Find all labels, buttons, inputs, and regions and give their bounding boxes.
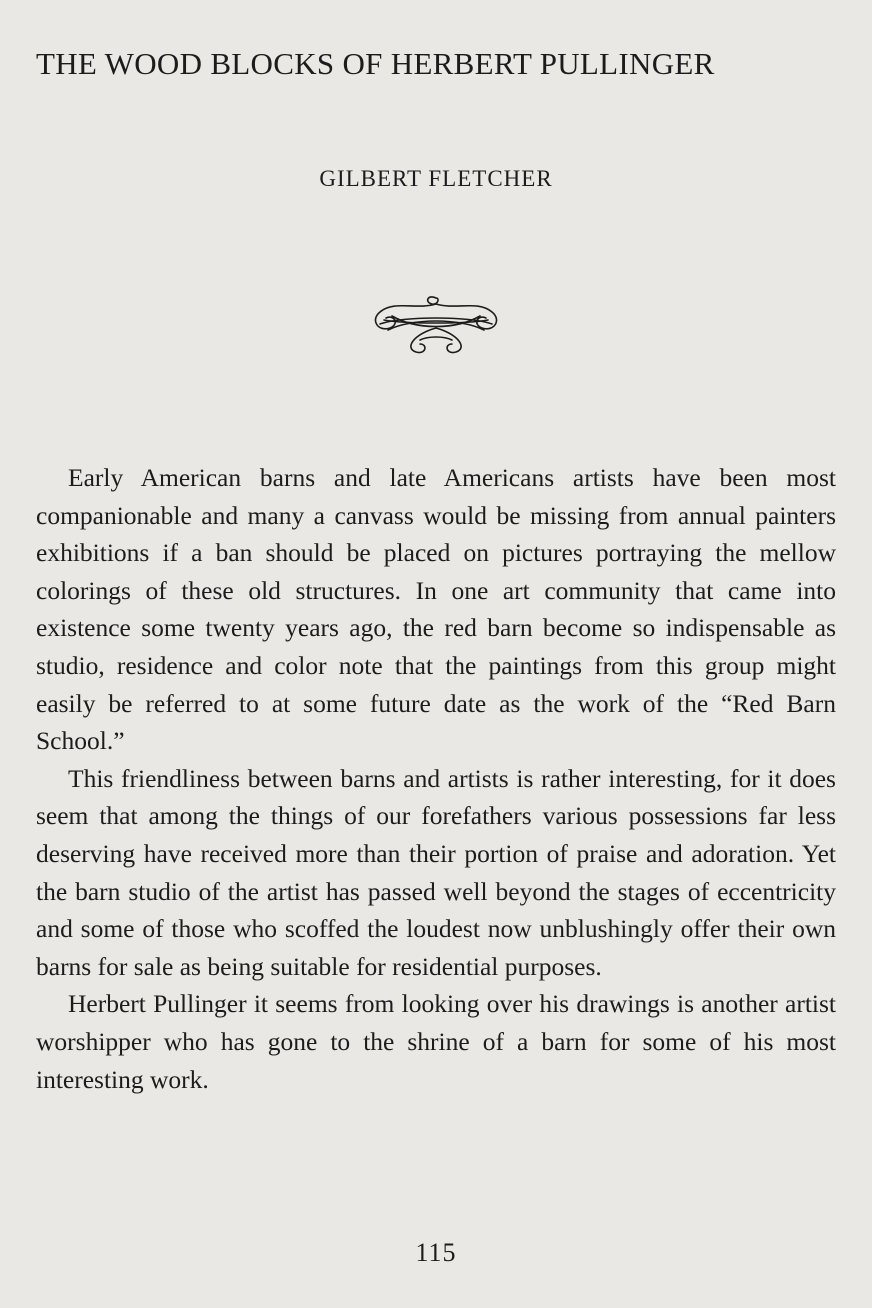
paragraph: This friendliness between barns and artists is rather interesting, for it does seem that among the things of our forefathers various possessions far less deserving have received more than their portion of praise and adoration. Yet the barn studio of the artist has passed well beyond the stages of eccentricity and some of those who scoffed the loudest now unblushingly offer their own barns for sale as being suitable for residential purposes.	[36, 763, 836, 981]
article-title: THE WOOD BLOCKS OF HERBERT PULLINGER	[36, 46, 715, 81]
page-number: 115	[415, 1238, 457, 1267]
flourish-ornament-icon	[366, 290, 506, 360]
paragraph: Herbert Pullinger it seems from looking over his drawings is another artist worshipper who has gone to the shrine of a barn for some of his most interesting work.	[36, 989, 836, 1094]
article-body	[36, 459, 836, 1098]
paragraph: Early American barns and late Americans artists have been most companionable and many a canvass would be missing from annual painters exhibitions if a ban should be placed on pictures portraying the mellow colorings of these old structures. In one art community that came into existence some twenty years ago, the red barn become so indispensable as studio, residence and color note that the paintings from this group might easily be referred to at some future date as the work of the “Red Barn School.”	[36, 463, 836, 756]
author-name: GILBERT FLETCHER	[319, 166, 553, 191]
